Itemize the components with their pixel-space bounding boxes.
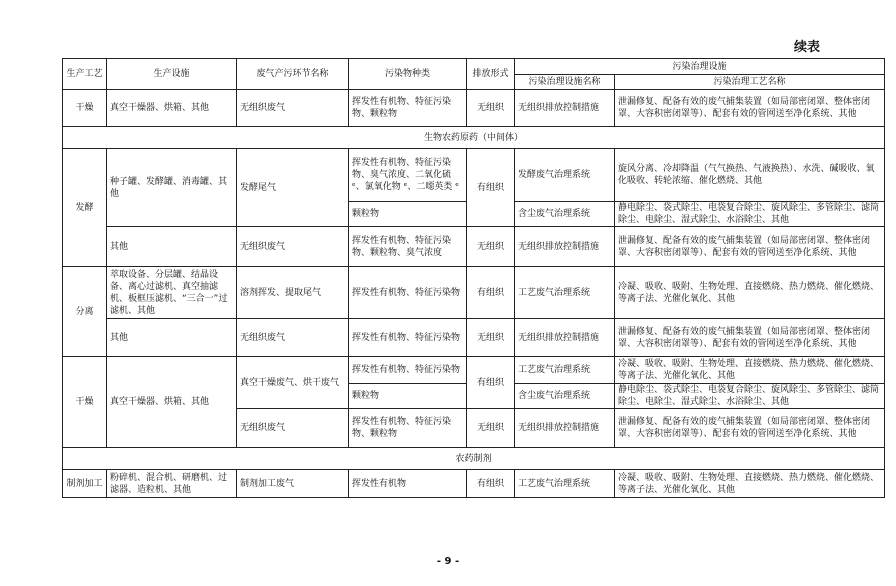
continued-label: 续表 (793, 40, 820, 55)
pollutant-cell: 挥发性有机物、特征污染物 (349, 319, 467, 357)
emission-cell: 无组织 (467, 90, 515, 127)
source-cell: 无组织废气 (237, 227, 349, 267)
table-row (63, 267, 885, 319)
pollutant-cell: 挥发性有机物、特征污染物 (349, 267, 467, 319)
treatment-tech-cell: 静电除尘、袋式除尘、电袋复合除尘、旋风除尘、多管除尘、滤筒除尘、电除尘、湿式除尘、水浴除尘、其他 (615, 202, 885, 227)
treatment-name-cell: 含尘废气治理系统 (515, 202, 615, 227)
pollutant-cell: 挥发性有机物、特征污染物、臭气浓度、二氧化硫 ᵉ、氯氧化物 ᵉ、二噁英类 ᵉ (349, 149, 467, 202)
treatment-name-cell: 无组织排放控制措施 (515, 90, 615, 127)
process-cell: 发酵 (63, 149, 107, 267)
source-cell: 真空干燥废气、烘干废气 (237, 357, 349, 409)
source-cell: 无组织废气 (237, 90, 349, 127)
facility-cell: 萃取设备、分层罐、结晶设备、离心过滤机、真空抽滤机、板框压滤机、“三合一”过滤机、其他 (107, 267, 237, 319)
header-source: 废气产污环节名称 (237, 59, 349, 90)
header-emission: 排放形式 (467, 59, 515, 90)
emission-cell: 无组织 (467, 409, 515, 448)
treatment-name-cell: 工艺废气治理系统 (515, 357, 615, 384)
facility-cell: 粉碎机、混合机、研磨机、过滤器、造粒机、其他 (107, 470, 237, 498)
pollutant-cell: 挥发性有机物、特征污染物、颗粒物、臭气浓度 (349, 227, 467, 267)
source-cell: 发酵尾气 (237, 149, 349, 227)
source-cell: 无组织废气 (237, 319, 349, 357)
source-cell: 制剂加工废气 (237, 470, 349, 498)
pollutant-cell: 挥发性有机物、特征污染物、颗粒物 (349, 90, 467, 127)
table-row (63, 90, 885, 127)
treatment-name-cell: 无组织排放控制措施 (515, 409, 615, 448)
facility-cell: 其他 (107, 319, 237, 357)
treatment-name-cell: 工艺废气治理系统 (515, 470, 615, 498)
process-cell: 干燥 (63, 90, 107, 127)
emission-table (62, 58, 885, 498)
treatment-name-cell: 发酵废气治理系统 (515, 149, 615, 202)
pollutant-cell: 颗粒物 (349, 384, 467, 409)
treatment-tech-cell: 泄漏修复、配备有效的废气捕集装置（如局部密闭罩、整体密闭罩、大容积密闭罩等）、配套有效的管网送至净化系统、其他 (615, 90, 885, 127)
facility-cell: 其他 (107, 227, 237, 267)
table-row (63, 149, 885, 202)
process-cell: 干燥 (63, 357, 107, 448)
pollutant-cell: 颗粒物 (349, 202, 467, 227)
pollutant-cell: 挥发性有机物 (349, 470, 467, 498)
emission-cell: 无组织 (467, 227, 515, 267)
treatment-tech-cell: 冷凝、吸收、吸附、生物处理、直接燃烧、热力燃烧、催化燃烧、等离子法、光催化氧化、其他 (615, 357, 885, 384)
treatment-name-cell: 含尘废气治理系统 (515, 384, 615, 409)
table-row (63, 319, 885, 357)
page-number: - 9 - (436, 556, 460, 567)
source-cell: 溶剂挥发、提取尾气 (237, 267, 349, 319)
treatment-tech-cell: 旋风分离、冷却降温（气气换热、气液换热）、水洗、碱吸收、氧化吸收、转轮浓缩、催化燃烧、其他 (615, 149, 885, 202)
treatment-tech-cell: 泄漏修复、配备有效的废气捕集装置（如局部密闭罩、整体密闭罩、大容积密闭罩等）、配套有效的管网送至净化系统、其他 (615, 409, 885, 448)
header-treatment-tech: 污染治理工艺名称 (615, 75, 885, 90)
treatment-tech-cell: 冷凝、吸收、吸附、生物处理、直接燃烧、热力燃烧、催化燃烧、等离子法、光催化氧化、其他 (615, 267, 885, 319)
treatment-tech-cell: 静电除尘、袋式除尘、电袋复合除尘、旋风除尘、多管除尘、滤筒除尘、电除尘、湿式除尘、水浴除尘、其他 (615, 384, 885, 409)
treatment-tech-cell: 冷凝、吸收、吸附、生物处理、直接燃烧、热力燃烧、催化燃烧、等离子法、光催化氧化、其他 (615, 470, 885, 498)
process-cell: 分离 (63, 267, 107, 357)
section-row (63, 127, 885, 149)
table-row (63, 227, 885, 267)
treatment-name-cell: 工艺废气治理系统 (515, 267, 615, 319)
facility-cell: 真空干燥器、烘箱、其他 (107, 357, 237, 448)
facility-cell: 种子罐、发酵罐、消毒罐、其他 (107, 149, 237, 227)
section-title: 生物农药原药（中间体） (63, 127, 885, 149)
table-row (63, 357, 885, 384)
emission-cell: 无组织 (467, 319, 515, 357)
section-title: 农药制剂 (63, 448, 885, 470)
source-cell: 无组织废气 (237, 409, 349, 448)
pollutant-cell: 挥发性有机物、特征污染物、颗粒物 (349, 409, 467, 448)
emission-cell: 有组织 (467, 470, 515, 498)
header-treatment-group: 污染治理设施 (515, 59, 885, 75)
table-row (63, 470, 885, 498)
pollutant-cell: 挥发性有机物、特征污染物 (349, 357, 467, 384)
emission-cell: 有组织 (467, 267, 515, 319)
header-treatment-name: 污染治理设施名称 (515, 75, 615, 90)
treatment-tech-cell: 泄漏修复、配备有效的废气捕集装置（如局部密闭罩、整体密闭罩、大容积密闭罩等）、配套有效的管网送至净化系统、其他 (615, 227, 885, 267)
header-facility: 生产设施 (107, 59, 237, 90)
header-row-1 (63, 59, 885, 75)
header-process: 生产工艺 (63, 59, 107, 90)
treatment-name-cell: 无组织排放控制措施 (515, 319, 615, 357)
treatment-name-cell: 无组织排放控制措施 (515, 227, 615, 267)
section-row (63, 448, 885, 470)
header-pollutant: 污染物种类 (349, 59, 467, 90)
process-cell: 制剂加工 (63, 470, 107, 498)
emission-cell: 有组织 (467, 357, 515, 409)
facility-cell: 真空干燥器、烘箱、其他 (107, 90, 237, 127)
emission-cell: 有组织 (467, 149, 515, 227)
treatment-tech-cell: 泄漏修复、配备有效的废气捕集装置（如局部密闭罩、整体密闭罩、大容积密闭罩等）、配套有效的管网送至净化系统、其他 (615, 319, 885, 357)
